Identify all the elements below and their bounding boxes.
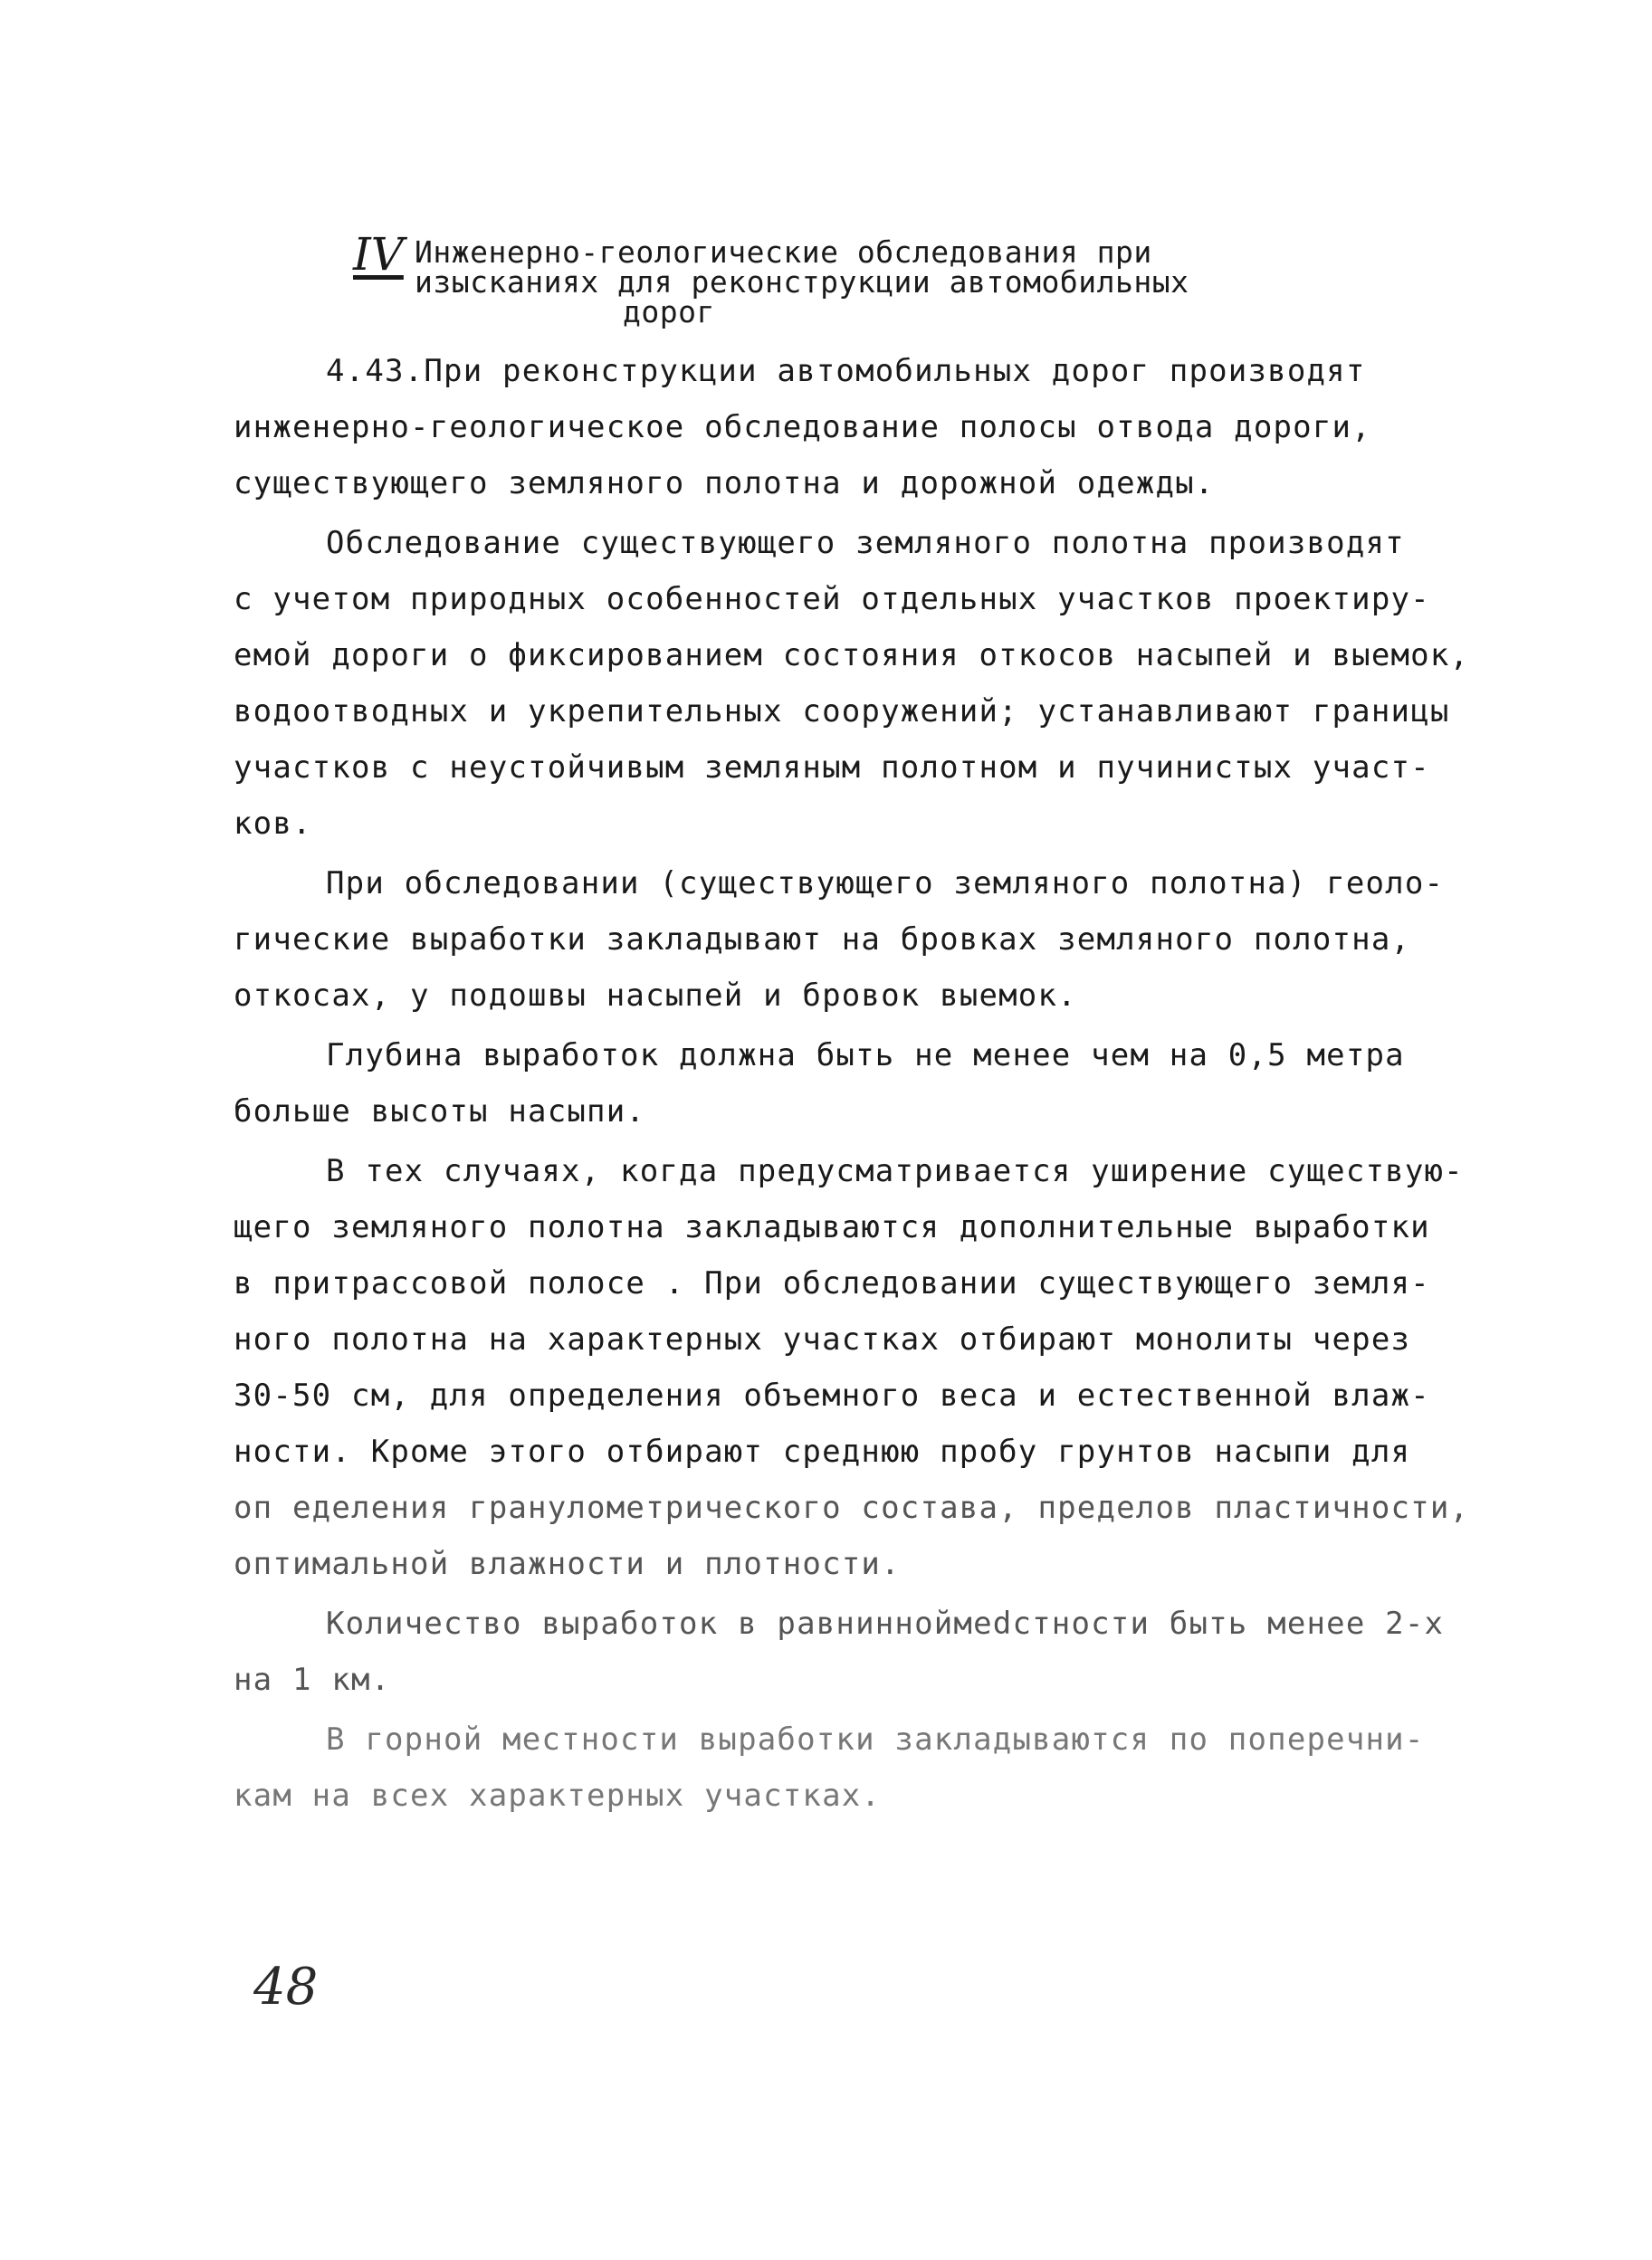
body-line: с учетом природных особенностей отдельных участков проектиру- [234,581,1430,617]
body-line: существующего земляного полотна и дорожной одежды. [234,465,1215,501]
section-title-line-1: Инженерно-геологические обследования при [415,234,1152,270]
body-line: кам на всех характерных участках. [234,1778,882,1814]
section-title-line-3: дорог [623,294,715,329]
body-line: емой дороги о фиксированием состояния откосов насыпей и выемок, [234,637,1470,673]
body-line: откосах, у подошвы насыпей и бровок выемок. [234,977,1077,1014]
body-line: Количество выработок в равнинноймеdстности быть менее 2-х [326,1606,1445,1642]
body-line: Глубина выработок должна быть не менее чем на 0,5 метра [326,1037,1405,1073]
body-line: в притрассовой полосе . При обследовании существующего земля- [234,1265,1430,1302]
body-line: на 1 км. [234,1662,391,1698]
body-line: больше высоты насыпи. [234,1093,646,1130]
body-line: оп еделения гранулометрического состава, пределов пластичности, [234,1490,1470,1526]
body-line: щего земляного полотна закладываются дополнительные выработки [234,1209,1430,1245]
body-line: 30-50 см, для определения объемного веса и естественной влаж- [234,1378,1430,1414]
body-line: При обследовании (существующего земляного полотна) геоло- [326,865,1445,901]
body-line: ков. [234,806,312,842]
body-line: 4.43.При реконструкции автомобильных дорог производят [326,353,1366,389]
section-title [415,234,1211,329]
page-number: 48 [253,1958,319,2017]
body-line: ного полотна на характерных участках отбирают монолиты через [234,1321,1411,1358]
body-line: участков с неустойчивым земляным полотном и пучинистых участ- [234,749,1430,786]
section-title-line-2: изысканиях для реконструкции автомобильных [415,264,1189,300]
body-line: гические выработки закладывают на бровках земляного полотна, [234,921,1411,958]
body-line: оптимальной влажности и плотности. [234,1546,901,1582]
section-number: IV [353,228,404,281]
body-line: В горной местности выработки закладываются по поперечни- [326,1721,1425,1758]
body-line: ности. Кроме этого отбирают среднюю пробу грунтов насыпи для [234,1434,1411,1470]
body-line: Обследование существующего земляного полотна производят [326,525,1405,561]
body-line: В тех случаях, когда предусматривается уширение существую- [326,1153,1464,1189]
body-line: инженерно-геологическое обследование полосы отвода дороги, [234,409,1371,445]
body-line: водоотводных и укрепительных сооружений; устанавливают границы [234,693,1450,729]
